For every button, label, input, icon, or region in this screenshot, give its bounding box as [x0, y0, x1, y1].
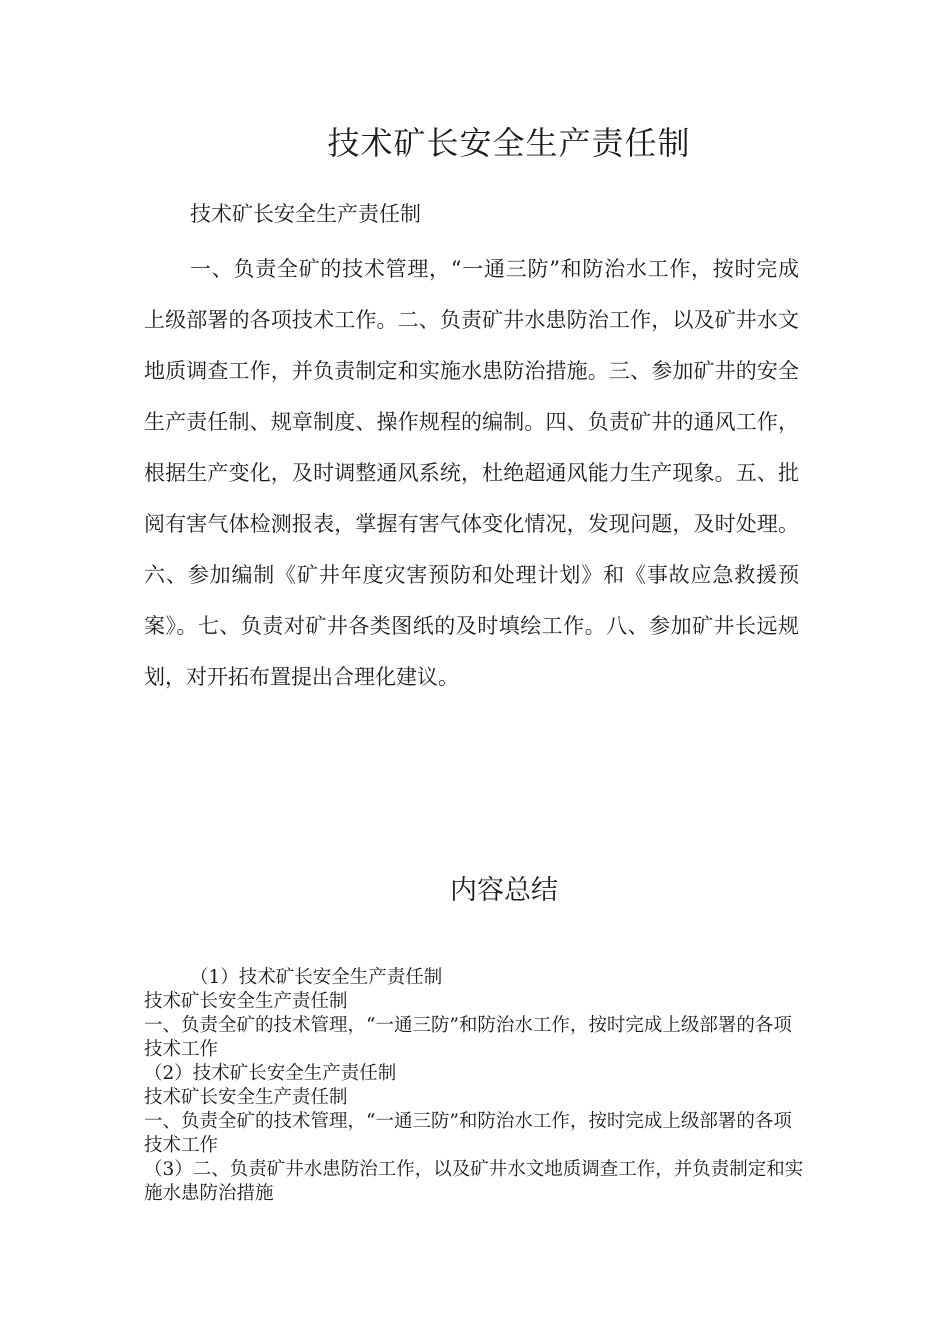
document-paragraph: 一、负责全矿的技术管理，“一通三防”和防治水工作，按时完成上级部署的各项技术工作。二、负责矿井水患防治工作，以及矿井水文地质调查工作，并负责制定和实施水患防治措施。三、参加矿井的安全生产责任制、规章制度、操作规程的编制。四、负责矿井的通风工作，根据生产变化，及时调整通风系统，杜绝超通风能力生产现象。五、批阅有害气体检测报表，掌握有害气体变化情况，发现问题，及时处理。六、参加编制《矿井年度灾害预防和处理计划》和《事故应急救援预案》。七、负责对矿井各类图纸的及时填绘工作。八、参加矿井长远规划，对开拓布置提出合理化建议。: [144, 257, 799, 689]
summary-list: [144, 966, 809, 1206]
document-body: [144, 196, 799, 703]
summary-item-1-line: 一、负责全矿的技术管理，“一通三防”和防治水工作，按时完成上级部署的各项技术工作: [144, 1015, 792, 1060]
document-title: 技术矿长安全生产责任制: [327, 124, 691, 162]
summary-item-1-head: （1）技术矿长安全生产责任制: [190, 967, 443, 988]
summary-item-3-head: （3）二、负责矿井水患防治工作，以及矿井水文地质调查工作，并负责制定和实施水患防治措施: [144, 1159, 804, 1204]
document-subtitle: 技术矿长安全生产责任制: [190, 202, 421, 226]
summary-item-2-head: （2）技术矿长安全生产责任制: [144, 1063, 397, 1084]
summary-item-1-line: 技术矿长安全生产责任制: [144, 991, 348, 1012]
summary-title: 内容总结: [450, 875, 558, 906]
summary-item-2-line: 一、负责全矿的技术管理，“一通三防”和防治水工作，按时完成上级部署的各项技术工作: [144, 1111, 792, 1156]
summary-item-2-line: 技术矿长安全生产责任制: [144, 1087, 348, 1108]
